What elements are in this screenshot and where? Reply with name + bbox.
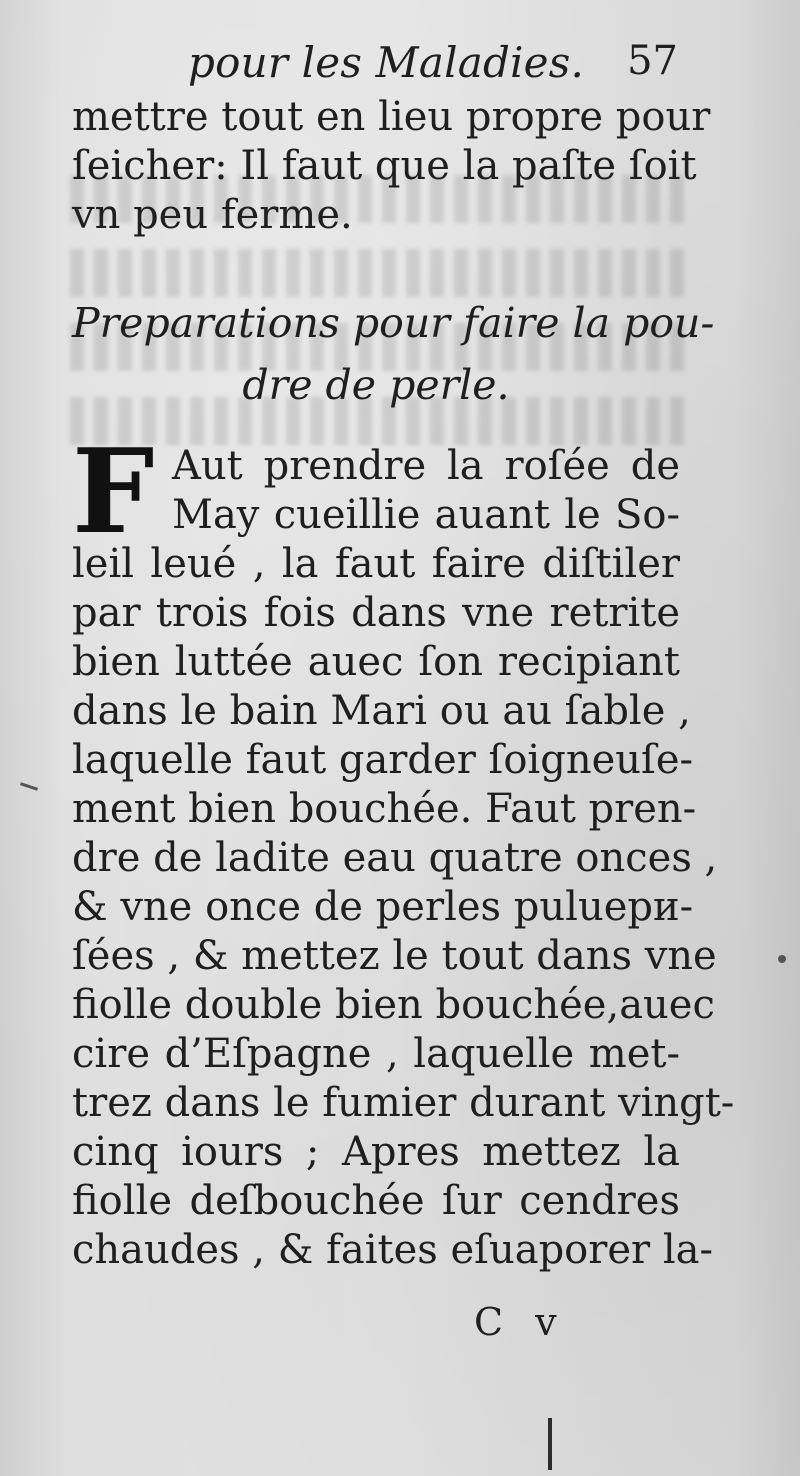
body-line: fiolle double bien bouchée,auec [72, 982, 715, 1028]
body-line: par trois fois dans vne retrite [72, 590, 680, 636]
ink-mark [548, 1418, 552, 1470]
margin-mark [778, 955, 786, 963]
body-paragraph [72, 424, 735, 1275]
opening-line: vn peu ferme. [72, 192, 353, 238]
page-number: 57 [627, 38, 678, 84]
section-heading-line: Preparations pour faire la pou- [72, 299, 715, 347]
section-heading-line: dre de perle. [242, 361, 510, 409]
body-line: fiolle deſbouchée ſur cendres [72, 1178, 680, 1224]
margin-mark [20, 782, 38, 790]
page-header [188, 38, 678, 98]
opening-paragraph [72, 93, 711, 240]
body-line: trez dans le fumier durant vingt- [72, 1080, 735, 1126]
opening-line: mettre tout en lieu propre pour [72, 94, 711, 140]
body-line: laquelle faut garder ſoigneuſe- [72, 737, 694, 783]
dropcap-block [72, 424, 680, 560]
body-line: ſées , & mettez le tout dans vne [72, 933, 717, 979]
body-line: chaudes , & faites eſuaporer la- [72, 1227, 714, 1273]
body-line: cinq iours ; Apres mettez la [72, 1129, 680, 1175]
opening-line: ſeicher: Il faut que la paſte ſoit [72, 143, 697, 189]
running-title: pour les Maladies. [188, 38, 585, 87]
dropcap-letter: F [72, 424, 155, 560]
body-line: bien luttée auec ſon recipiant [72, 639, 680, 685]
signature-mark: C v [474, 1300, 567, 1344]
body-line: ment bien bouchée. Faut pren- [72, 786, 697, 832]
body-line: dre de ladite eau quatre onces , [72, 835, 718, 881]
section-heading [72, 292, 715, 416]
body-line: Aut prendre la roſée de [172, 443, 680, 489]
body-line: cire d’Eſpagne , laquelle met- [72, 1031, 680, 1077]
body-line: dans le bain Mari ou au ſable , [72, 688, 691, 734]
body-line: May cueillie auant le So- [172, 492, 680, 538]
body-line: leil leué , la faut faire diſtiler [72, 541, 680, 587]
body-line: & vne once de perles puluери- [72, 884, 694, 930]
